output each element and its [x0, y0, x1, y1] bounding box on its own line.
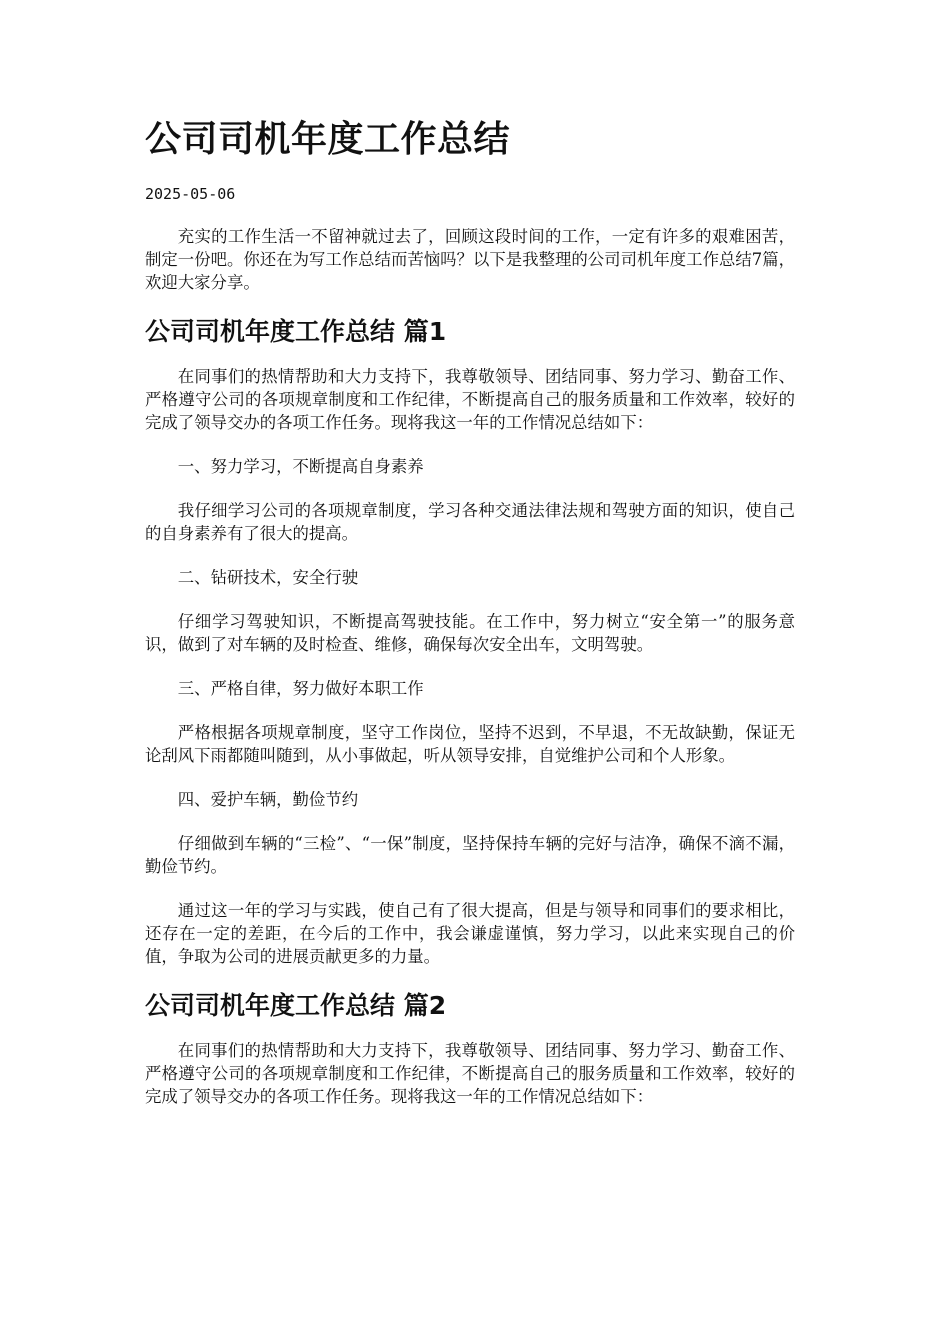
- section-1-heading-1: 一、努力学习，不断提高自身素养: [177, 457, 424, 476]
- document-body: [145, 225, 795, 1129]
- section-1-paragraph: 在同事们的热情帮助和大力支持下，我尊敬领导、团结同事、努力学习、勤奋工作、严格遵守公司的各项规章制度和工作纪律，不断提高自己的服务质量和工作效率，较好的完成了领导交办的各项工作任务。现将我这一年的工作情况总结如下：: [145, 367, 795, 432]
- section-1-paragraph: 仔细做到车辆的“三检”、“一保”制度，坚持保持车辆的完好与洁净，确保不滴不漏，勤俭节约。: [145, 834, 795, 876]
- section-title-1: 公司司机年度工作总结 篇1: [145, 317, 447, 346]
- section-1-paragraph: 通过这一年的学习与实践，使自己有了很大提高，但是与领导和同事们的要求相比，还存在一定的差距，在今后的工作中，我会谦虚谨慎，努力学习，以此来实现自己的价值，争取为公司的进展贡献更多的力量。: [145, 901, 795, 966]
- document-title: 公司司机年度工作总结: [145, 119, 511, 160]
- section-title-2: 公司司机年度工作总结 篇2: [145, 991, 447, 1020]
- section-1-paragraph: 我仔细学习公司的各项规章制度，学习各种交通法律法规和驾驶方面的知识，使自己的自身素养有了很大的提高。: [145, 501, 795, 543]
- section-1-heading-3: 三、严格自律，努力做好本职工作: [177, 679, 424, 698]
- section-1-paragraph: 仔细学习驾驶知识，不断提高驾驶技能。在工作中，努力树立“安全第一”的服务意识，做到了对车辆的及时检查、维修，确保每次安全出车，文明驾驶。: [145, 612, 795, 654]
- section-1-heading-4: 四、爱护车辆，勤俭节约: [177, 790, 359, 809]
- section-2-paragraph: 在同事们的热情帮助和大力支持下，我尊敬领导、团结同事、努力学习、勤奋工作、严格遵守公司的各项规章制度和工作纪律，不断提高自己的服务质量和工作效率，较好的完成了领导交办的各项工作任务。现将我这一年的工作情况总结如下：: [145, 1041, 795, 1106]
- document-date: 2025-05-06: [145, 185, 236, 203]
- intro-paragraph: 充实的工作生活一不留神就过去了，回顾这段时间的工作，一定有许多的艰难困苦，制定一份吧。你还在为写工作总结而苦恼吗？以下是我整理的公司司机年度工作总结7篇，欢迎大家分享。: [145, 227, 795, 292]
- section-1-heading-2: 二、钻研技术，安全行驶: [177, 568, 359, 587]
- section-1-paragraph: 严格根据各项规章制度，坚守工作岗位，坚持不迟到，不早退，不无故缺勤，保证无论刮风下雨都随叫随到，从小事做起，听从领导安排，自觉维护公司和个人形象。: [145, 723, 795, 765]
